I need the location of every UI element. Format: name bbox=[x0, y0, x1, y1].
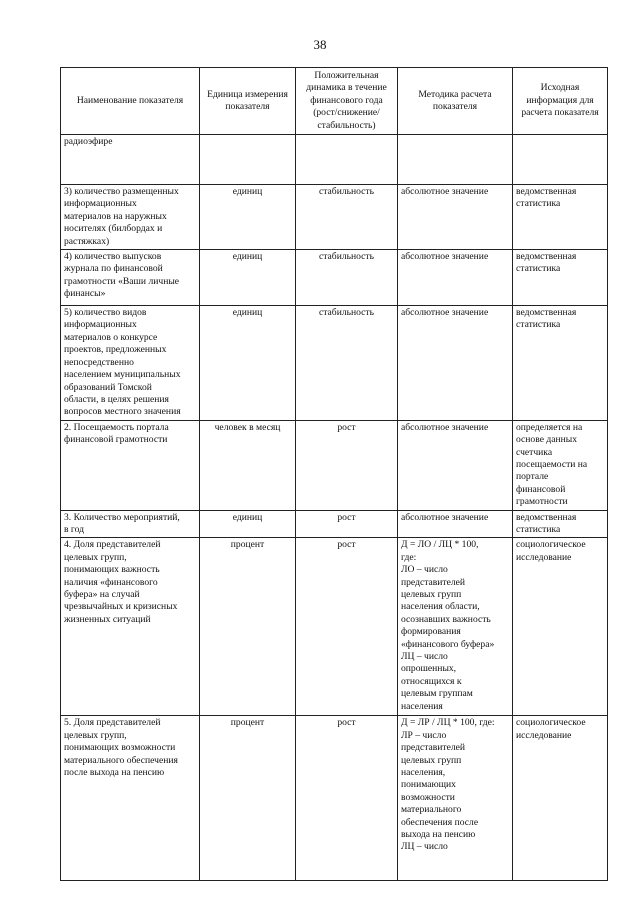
cell-unit bbox=[200, 716, 296, 881]
cell-text: абсолютное значение bbox=[401, 186, 489, 198]
cell-source bbox=[513, 420, 608, 510]
cell-text: Д = ЛО / ЛЦ * 100, где: ЛО – число представителей целевых групп населения области, осознавших важность формирования «финансового буфера» ЛЦ – число опрошенных, относящихся к целевым группам населения bbox=[401, 539, 495, 712]
cell-unit bbox=[200, 135, 296, 185]
cell-method bbox=[398, 250, 513, 306]
cell-dynamics bbox=[296, 538, 398, 716]
cell-dynamics bbox=[296, 185, 398, 250]
cell-text: абсолютное значение bbox=[401, 421, 489, 433]
cell-text: абсолютное значение bbox=[401, 307, 489, 319]
cell-text: определяется на основе данных счетчика посещаемости на портале финансовой грамотности bbox=[516, 421, 588, 508]
table-body bbox=[61, 135, 608, 881]
table-row bbox=[61, 510, 608, 538]
cell-indicator-name bbox=[61, 185, 200, 250]
table-header bbox=[61, 68, 608, 135]
cell-source bbox=[513, 716, 608, 881]
header-indicator-name: Наименование показателя bbox=[61, 68, 200, 135]
cell-text: процент bbox=[230, 717, 265, 729]
header-dynamics: Положительная динамика в течение финансового года (рост/снижение/ стабильность) bbox=[296, 68, 398, 135]
cell-dynamics bbox=[296, 306, 398, 421]
cell-text: 5) количество видов информационных материалов о конкурсе проектов, предложенных непосредственно населением муниципальных образований Томской области, в целях решения вопросов местного значения bbox=[64, 307, 181, 418]
cell-dynamics bbox=[296, 250, 398, 306]
cell-dynamics bbox=[296, 135, 398, 185]
cell-dynamics bbox=[296, 420, 398, 510]
cell-source bbox=[513, 538, 608, 716]
cell-text: единиц bbox=[232, 251, 263, 263]
cell-method bbox=[398, 306, 513, 421]
cell-text: единиц bbox=[232, 511, 263, 523]
table-row bbox=[61, 306, 608, 421]
cell-indicator-name bbox=[61, 420, 200, 510]
cell-text: ведомственная статистика bbox=[516, 307, 577, 331]
cell-indicator-name bbox=[61, 306, 200, 421]
cell-text: рост bbox=[337, 421, 356, 433]
cell-method bbox=[398, 538, 513, 716]
cell-text: рост bbox=[337, 511, 356, 523]
cell-text: 4) количество выпусков журнала по финансовой грамотности «Ваши личные финансы» bbox=[64, 251, 180, 300]
cell-text: единиц bbox=[232, 186, 263, 198]
cell-unit bbox=[200, 185, 296, 250]
header-row bbox=[61, 68, 608, 135]
cell-text: ведомственная статистика bbox=[516, 251, 577, 275]
cell-text: 4. Доля представителей целевых групп, понимающих важность наличия «финансового буфера» на случай чрезвычайных и кризисных жизненных ситуаций bbox=[64, 539, 178, 625]
cell-method bbox=[398, 135, 513, 185]
cell-text: единиц bbox=[232, 307, 263, 319]
cell-source bbox=[513, 135, 608, 185]
cell-text: стабильность bbox=[318, 186, 374, 198]
table-row bbox=[61, 185, 608, 250]
cell-source bbox=[513, 510, 608, 538]
cell-indicator-name bbox=[61, 538, 200, 716]
cell-unit bbox=[200, 306, 296, 421]
cell-method bbox=[398, 716, 513, 881]
cell-text: радиоэфире bbox=[64, 136, 113, 148]
cell-unit bbox=[200, 250, 296, 306]
cell-text: социологическое исследование bbox=[516, 539, 586, 563]
cell-source bbox=[513, 250, 608, 306]
cell-text: ведомственная статистика bbox=[516, 186, 577, 210]
cell-text: социологическое исследование bbox=[516, 717, 586, 741]
cell-method bbox=[398, 510, 513, 538]
cell-source bbox=[513, 306, 608, 421]
header-method: Методика расчета показателя bbox=[398, 68, 513, 135]
cell-text: абсолютное значение bbox=[401, 251, 489, 263]
cell-text: рост bbox=[337, 717, 356, 729]
cell-text: процент bbox=[230, 539, 265, 551]
cell-method bbox=[398, 185, 513, 250]
cell-text: человек в месяц bbox=[214, 421, 281, 433]
cell-text: 3) количество размещенных информационных материалов на наружных носителях (билбордах и растяжках) bbox=[64, 186, 179, 247]
table-row bbox=[61, 135, 608, 185]
cell-text: стабильность bbox=[318, 251, 374, 263]
indicators-table bbox=[60, 67, 608, 881]
cell-indicator-name bbox=[61, 250, 200, 306]
cell-dynamics bbox=[296, 510, 398, 538]
cell-text: рост bbox=[337, 539, 356, 551]
cell-text: 5. Доля представителей целевых групп, понимающих возможности материального обеспечения после выхода на пенсию bbox=[64, 717, 178, 778]
cell-text: абсолютное значение bbox=[401, 511, 489, 523]
cell-text: 2. Посещаемость портала финансовой грамотности bbox=[64, 421, 169, 446]
header-unit: Единица измерения показателя bbox=[200, 68, 296, 135]
cell-indicator-name bbox=[61, 716, 200, 881]
cell-unit bbox=[200, 420, 296, 510]
cell-unit bbox=[200, 510, 296, 538]
cell-dynamics bbox=[296, 716, 398, 881]
cell-source bbox=[513, 185, 608, 250]
cell-indicator-name bbox=[61, 510, 200, 538]
cell-text: ведомственная статистика bbox=[516, 511, 577, 535]
cell-text: Д = ЛР / ЛЦ * 100, где: ЛР – число представителей целевых групп населения, понимающих возможности материального обеспечения после выхода на пенсию ЛЦ – число bbox=[401, 717, 495, 853]
table-row bbox=[61, 250, 608, 306]
cell-text: 3. Количество мероприятий, в год bbox=[64, 511, 180, 535]
cell-indicator-name bbox=[61, 135, 200, 185]
cell-unit bbox=[200, 538, 296, 716]
header-source: Исходная информация для расчета показателя bbox=[513, 68, 608, 135]
table-row bbox=[61, 420, 608, 510]
table-row bbox=[61, 716, 608, 881]
table-row bbox=[61, 538, 608, 716]
cell-method bbox=[398, 420, 513, 510]
cell-text: стабильность bbox=[318, 307, 374, 319]
page-number: 38 bbox=[313, 37, 327, 52]
